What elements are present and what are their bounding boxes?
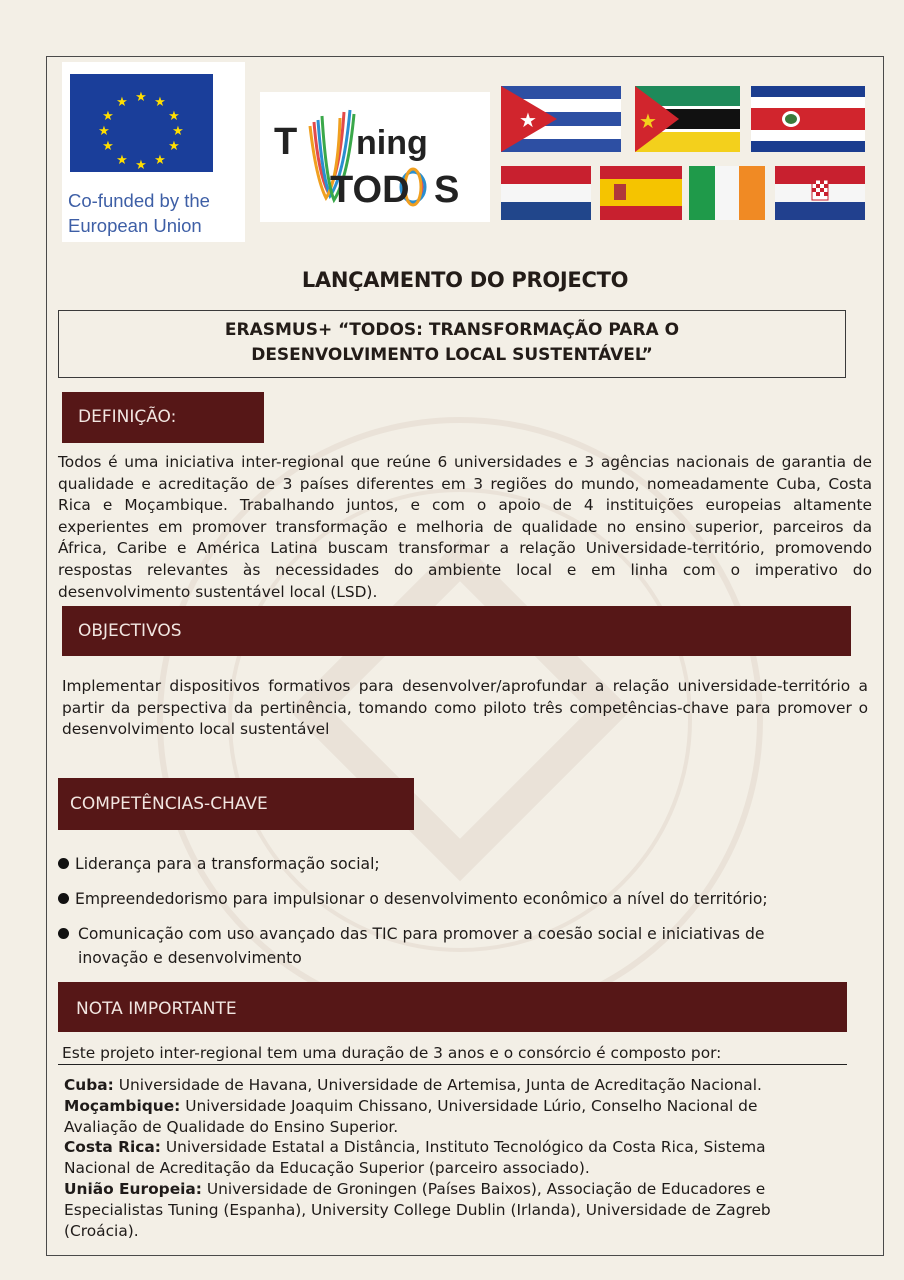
croatia-flag-icon [775, 166, 865, 220]
eu-caption [68, 188, 243, 238]
competencia-text: Comunicação com uso avançado das TIC para promover a coesão social e iniciativas de [78, 925, 765, 943]
eu-caption-line1: Co-funded by the [68, 190, 210, 211]
consortium-list [64, 1075, 834, 1241]
tuning-letter-t: T [274, 121, 298, 163]
competencia-text: inovação e desenvolvimento [78, 949, 302, 967]
subtitle-line1: ERASMUS+ “TODOS: TRANSFORMAÇÃO PARA O [224, 320, 680, 340]
bullet-icon [58, 893, 69, 904]
country-members: Universidade Joaquim Chissano, Universidade Lúrio, Conselho Nacional de Avaliação de Qualidade do Ensino Superior. [64, 1096, 758, 1136]
country-label: União Europeia: [64, 1179, 202, 1198]
definicao-text: Todos é uma iniciativa inter-regional que reúne 6 universidades e 3 agências nacionais de garantia de qualidade e acreditação de 3 países diferentes em 3 regiões do mundo, nomeadamente Cuba, Costa Rica e Moçambique. Trabalhando juntos, e com o apoio de 4 instituições europeias altamente experientes em promover transformação e melhoria de qualidade no ensino superior, parceiros da África, Caribe e América Latina buscam transformar a relação Universidade-território, promovendo respostas relevantes às necessidades do ambiente local e em linha com o imperativo do desenvolvimento sustentável local (LSD). [58, 453, 872, 601]
country-members: Universidade de Groningen (Países Baixos), Associação de Educadores e Especialistas Tuning (Espanha), University College Dublin (Irlanda), Universidade de Zagreb (Croácia). [64, 1179, 771, 1240]
svg-text:★: ★ [172, 124, 184, 139]
country-label: Cuba: [64, 1076, 114, 1094]
country-label: Costa Rica: [64, 1138, 161, 1157]
divider [58, 1064, 847, 1065]
bullet-icon [58, 858, 69, 869]
svg-text:★: ★ [98, 124, 110, 139]
section-heading-definicao: DEFINIÇÃO: [62, 392, 264, 443]
section-heading-nota: NOTA IMPORTANTE [58, 982, 847, 1032]
page-title: LANÇAMENTO DO PROJECTO [301, 268, 629, 292]
list-item [58, 852, 380, 876]
section-heading-competencias: COMPETÊNCIAS-CHAVE [58, 778, 414, 830]
svg-text:★: ★ [168, 109, 180, 124]
country-members: Universidade Estatal a Distância, Instituto Tecnológico da Costa Rica, Sistema Nacional de Acreditação da Educação Superior (parceiro associado). [64, 1138, 766, 1178]
svg-text:★: ★ [116, 95, 128, 110]
tuning-word: ning [356, 124, 428, 162]
spain-flag-icon [600, 166, 682, 220]
partner-flags [497, 80, 869, 228]
eu-flag-icon [70, 74, 213, 172]
list-item [58, 887, 768, 911]
svg-text:★: ★ [639, 109, 657, 133]
svg-text:★: ★ [135, 90, 147, 105]
project-subtitle-box [58, 310, 846, 378]
bullet-icon [58, 928, 69, 939]
svg-text:★: ★ [102, 139, 114, 154]
consortium-entry-costa-rica [64, 1137, 834, 1179]
country-label: Moçambique: [64, 1096, 181, 1115]
consortium-entry-uniao-europeia [64, 1179, 834, 1241]
svg-text:★: ★ [154, 95, 166, 110]
objectivos-text: Implementar dispositivos formativos para desenvolver/aprofundar a relação universidade-território a partir da perspectiva da pertinência, tomando como piloto três competências-chave para promover o desenvolvimento local sustentável [62, 677, 868, 739]
competencia-text: Liderança para a transformação social; [75, 855, 380, 873]
svg-text:★: ★ [519, 108, 537, 132]
todos-letters: TOD [330, 169, 410, 211]
mozambique-flag-icon [635, 86, 740, 152]
competencia-text: Empreendedorismo para impulsionar o desenvolvimento econômico a nível do território; [75, 890, 768, 908]
svg-text:★: ★ [154, 153, 166, 168]
list-item-continuation [78, 946, 302, 970]
tuning-todos-logo [260, 92, 490, 222]
ireland-flag-icon [689, 166, 765, 220]
cuba-flag-icon [501, 86, 621, 152]
svg-text:★: ★ [168, 139, 180, 154]
list-item [58, 922, 764, 946]
netherlands-flag-icon [501, 166, 591, 220]
nota-text: Este projeto inter-regional tem uma duração de 3 anos e o consórcio é composto por: [62, 1044, 722, 1062]
costa-rica-flag-icon [751, 86, 865, 152]
svg-text:★: ★ [116, 153, 128, 168]
svg-text:★: ★ [135, 158, 147, 172]
country-members: Universidade de Havana, Universidade de Artemisa, Junta de Acreditação Nacional. [113, 1076, 762, 1094]
consortium-entry-mocambique [64, 1096, 834, 1138]
section-heading-objectivos: OBJECTIVOS [62, 606, 851, 656]
subtitle-line2: DESENVOLVIMENTO LOCAL SUSTENTÁVEL” [251, 345, 653, 365]
consortium-entry-cuba [64, 1075, 834, 1096]
svg-text:★: ★ [102, 109, 114, 124]
todos-letter-s: S [434, 169, 460, 211]
eu-caption-line2: European Union [68, 215, 202, 236]
eu-cofunded-logo [62, 62, 245, 242]
